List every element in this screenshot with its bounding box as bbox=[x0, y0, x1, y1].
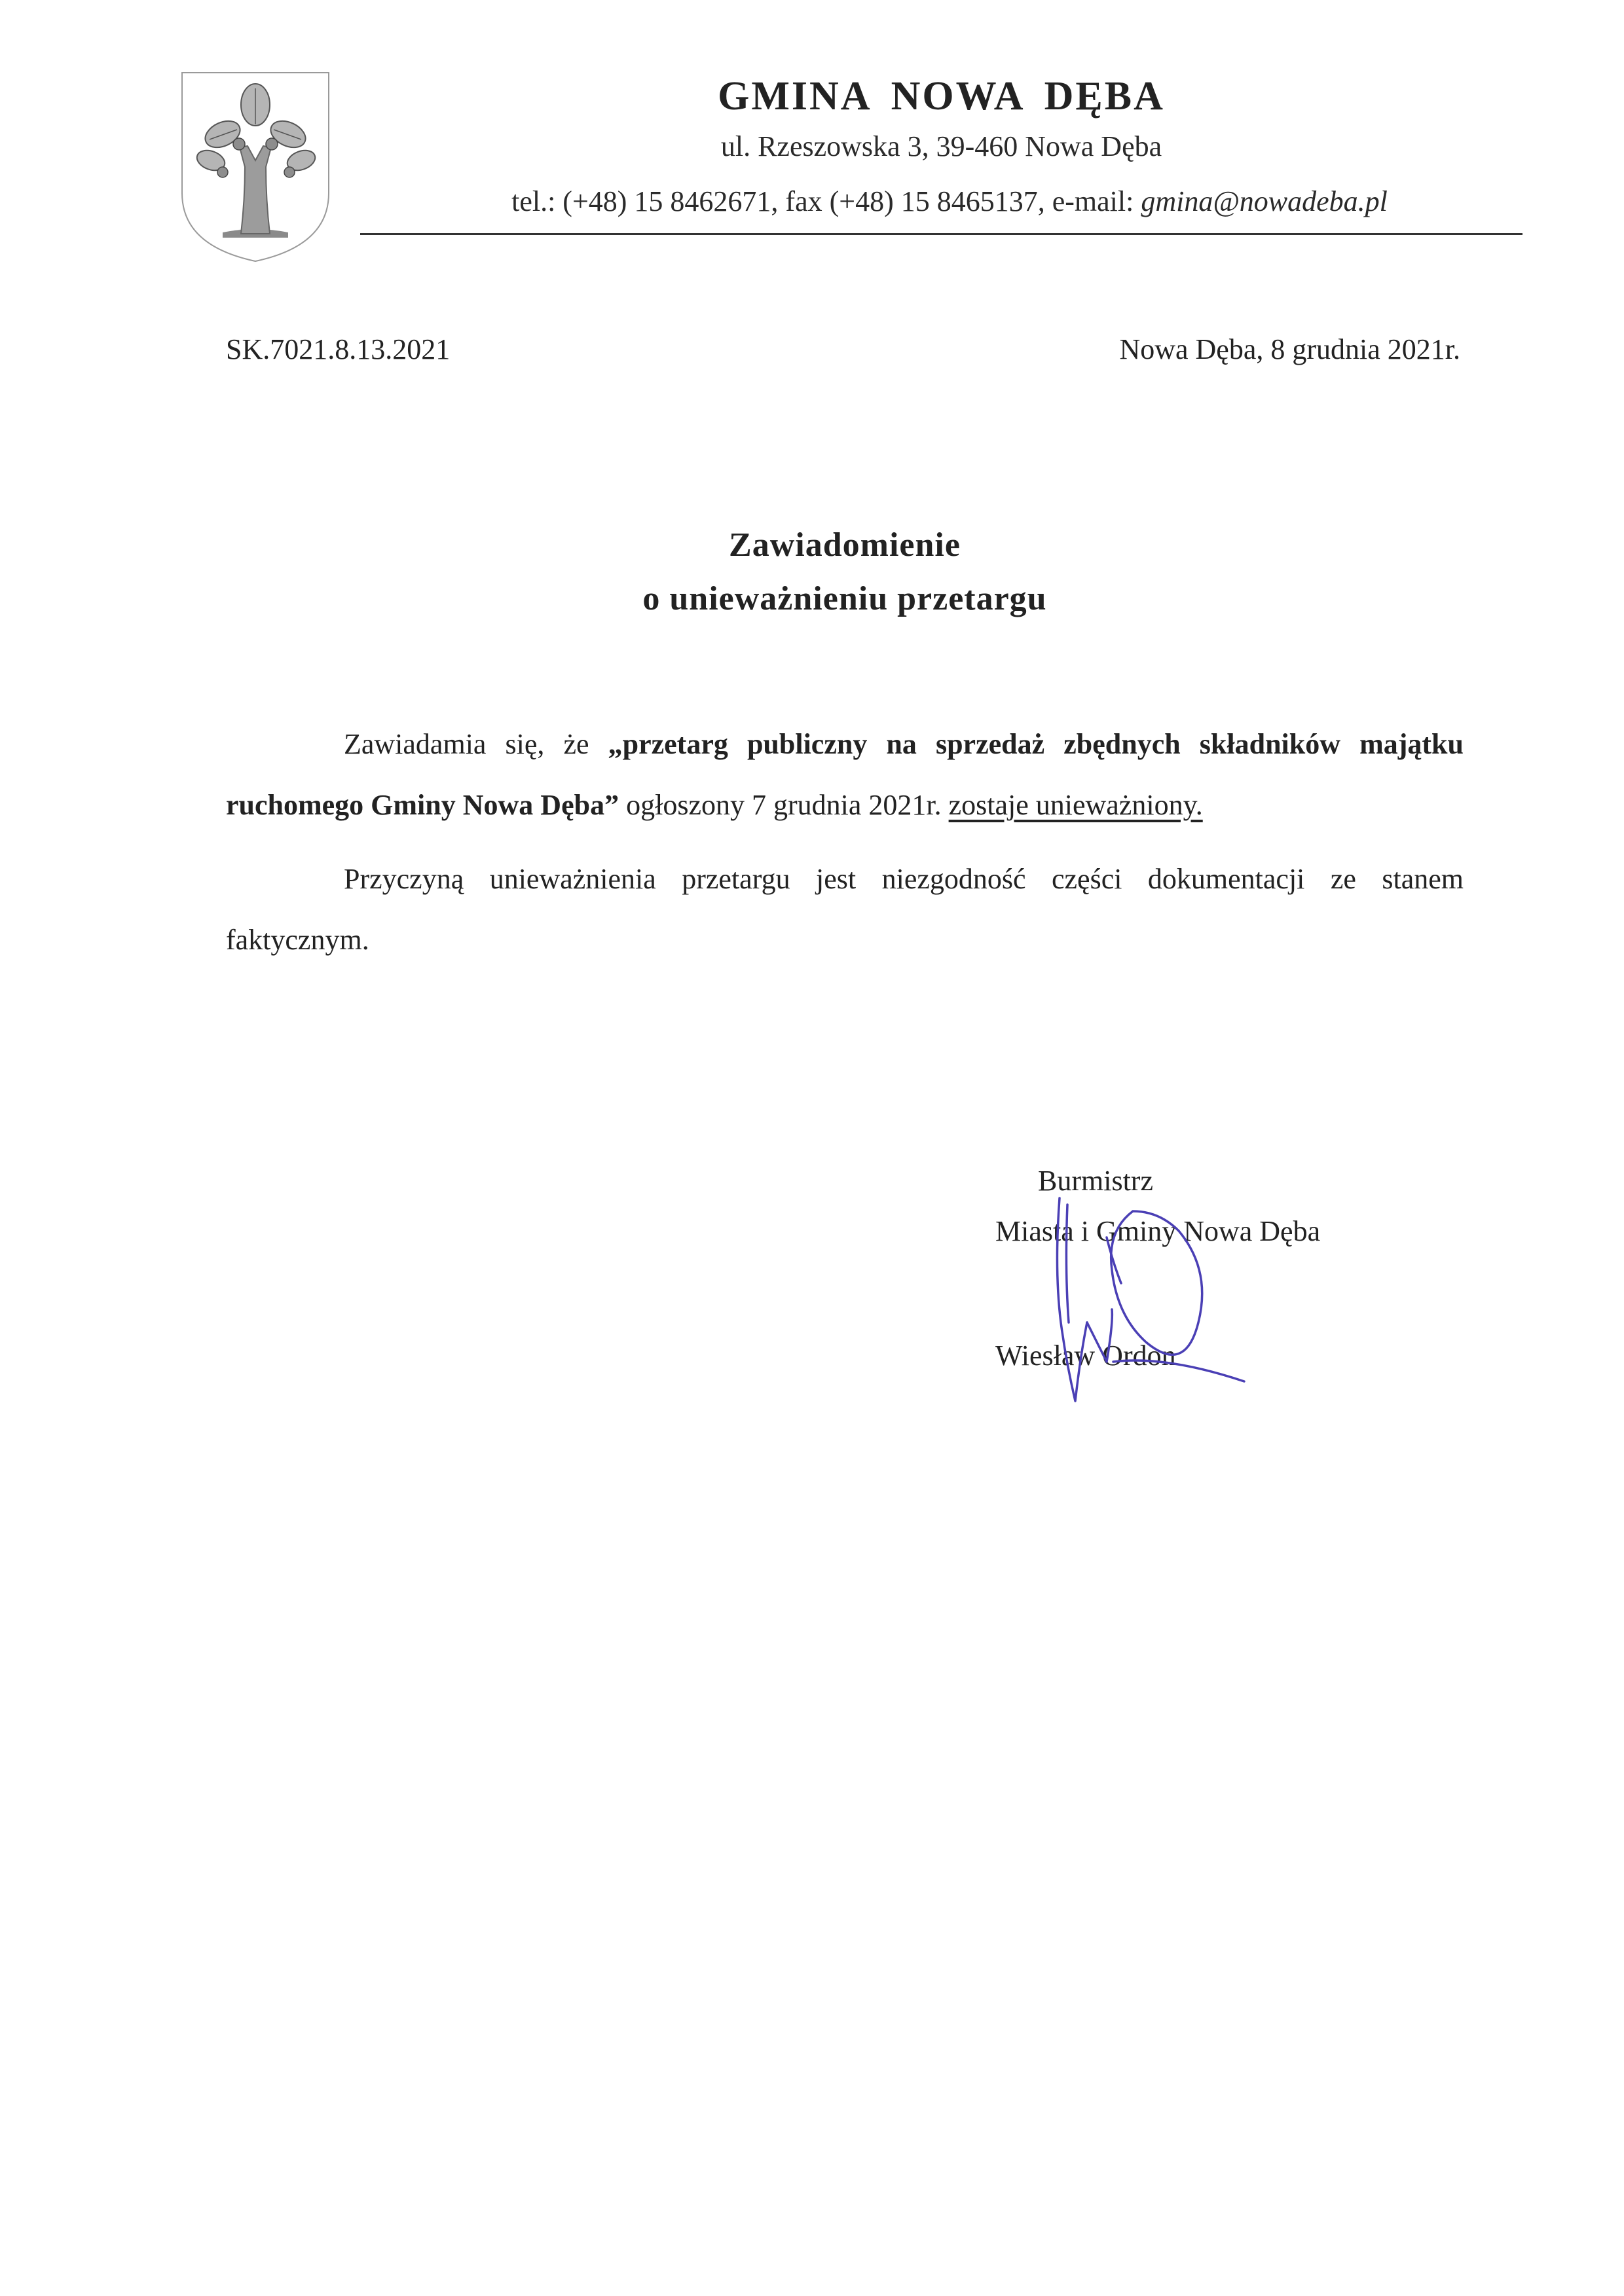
organization-address: ul. Rzeszowska 3, 39-460 Nowa Dęba bbox=[720, 130, 1162, 162]
body-paragraph-announcement bbox=[226, 714, 1464, 835]
announcement-intro: Zawiadamia się, że bbox=[344, 728, 608, 760]
cancellation-statement: zostaje unieważniony. bbox=[948, 789, 1203, 821]
organization-name: GMINA NOWA DĘBA bbox=[718, 74, 1165, 118]
signatory-role: Burmistrz bbox=[1038, 1165, 1153, 1197]
signatory-office: Miasta i Gminy Nowa Dęba bbox=[995, 1215, 1321, 1247]
document-subtitle: o unieważnieniu przetargu bbox=[642, 580, 1047, 617]
document-title: Zawiadomienie bbox=[729, 526, 961, 564]
handwritten-signature-icon bbox=[1035, 1192, 1270, 1427]
coat-of-arms-icon bbox=[177, 69, 334, 265]
organization-contact bbox=[419, 185, 1480, 218]
signatory-name: Wiesław Ordon bbox=[995, 1339, 1176, 1372]
place-and-date: Nowa Dęba, 8 grudnia 2021r. bbox=[1119, 333, 1460, 365]
contact-phone-fax: tel.: (+48) 15 8462671, fax (+48) 15 8465137, e-mail: bbox=[511, 185, 1141, 217]
reference-number: SK.7021.8.13.2021 bbox=[226, 333, 451, 365]
body-paragraph-reason: Przyczyną unieważnienia przetargu jest niezgodność części dokumentacji ze stanem faktycznym. bbox=[226, 863, 1464, 956]
tender-name: „przetarg publiczny na sprzedaż zbędnych składników majątku ruchomego Gminy Nowa Dęba” bbox=[226, 728, 1464, 821]
contact-email: gmina@nowadeba.pl bbox=[1141, 185, 1388, 217]
document-body bbox=[226, 714, 1464, 970]
header-divider bbox=[360, 233, 1522, 235]
announcement-date: ogłoszony 7 grudnia 2021r. bbox=[619, 789, 949, 821]
